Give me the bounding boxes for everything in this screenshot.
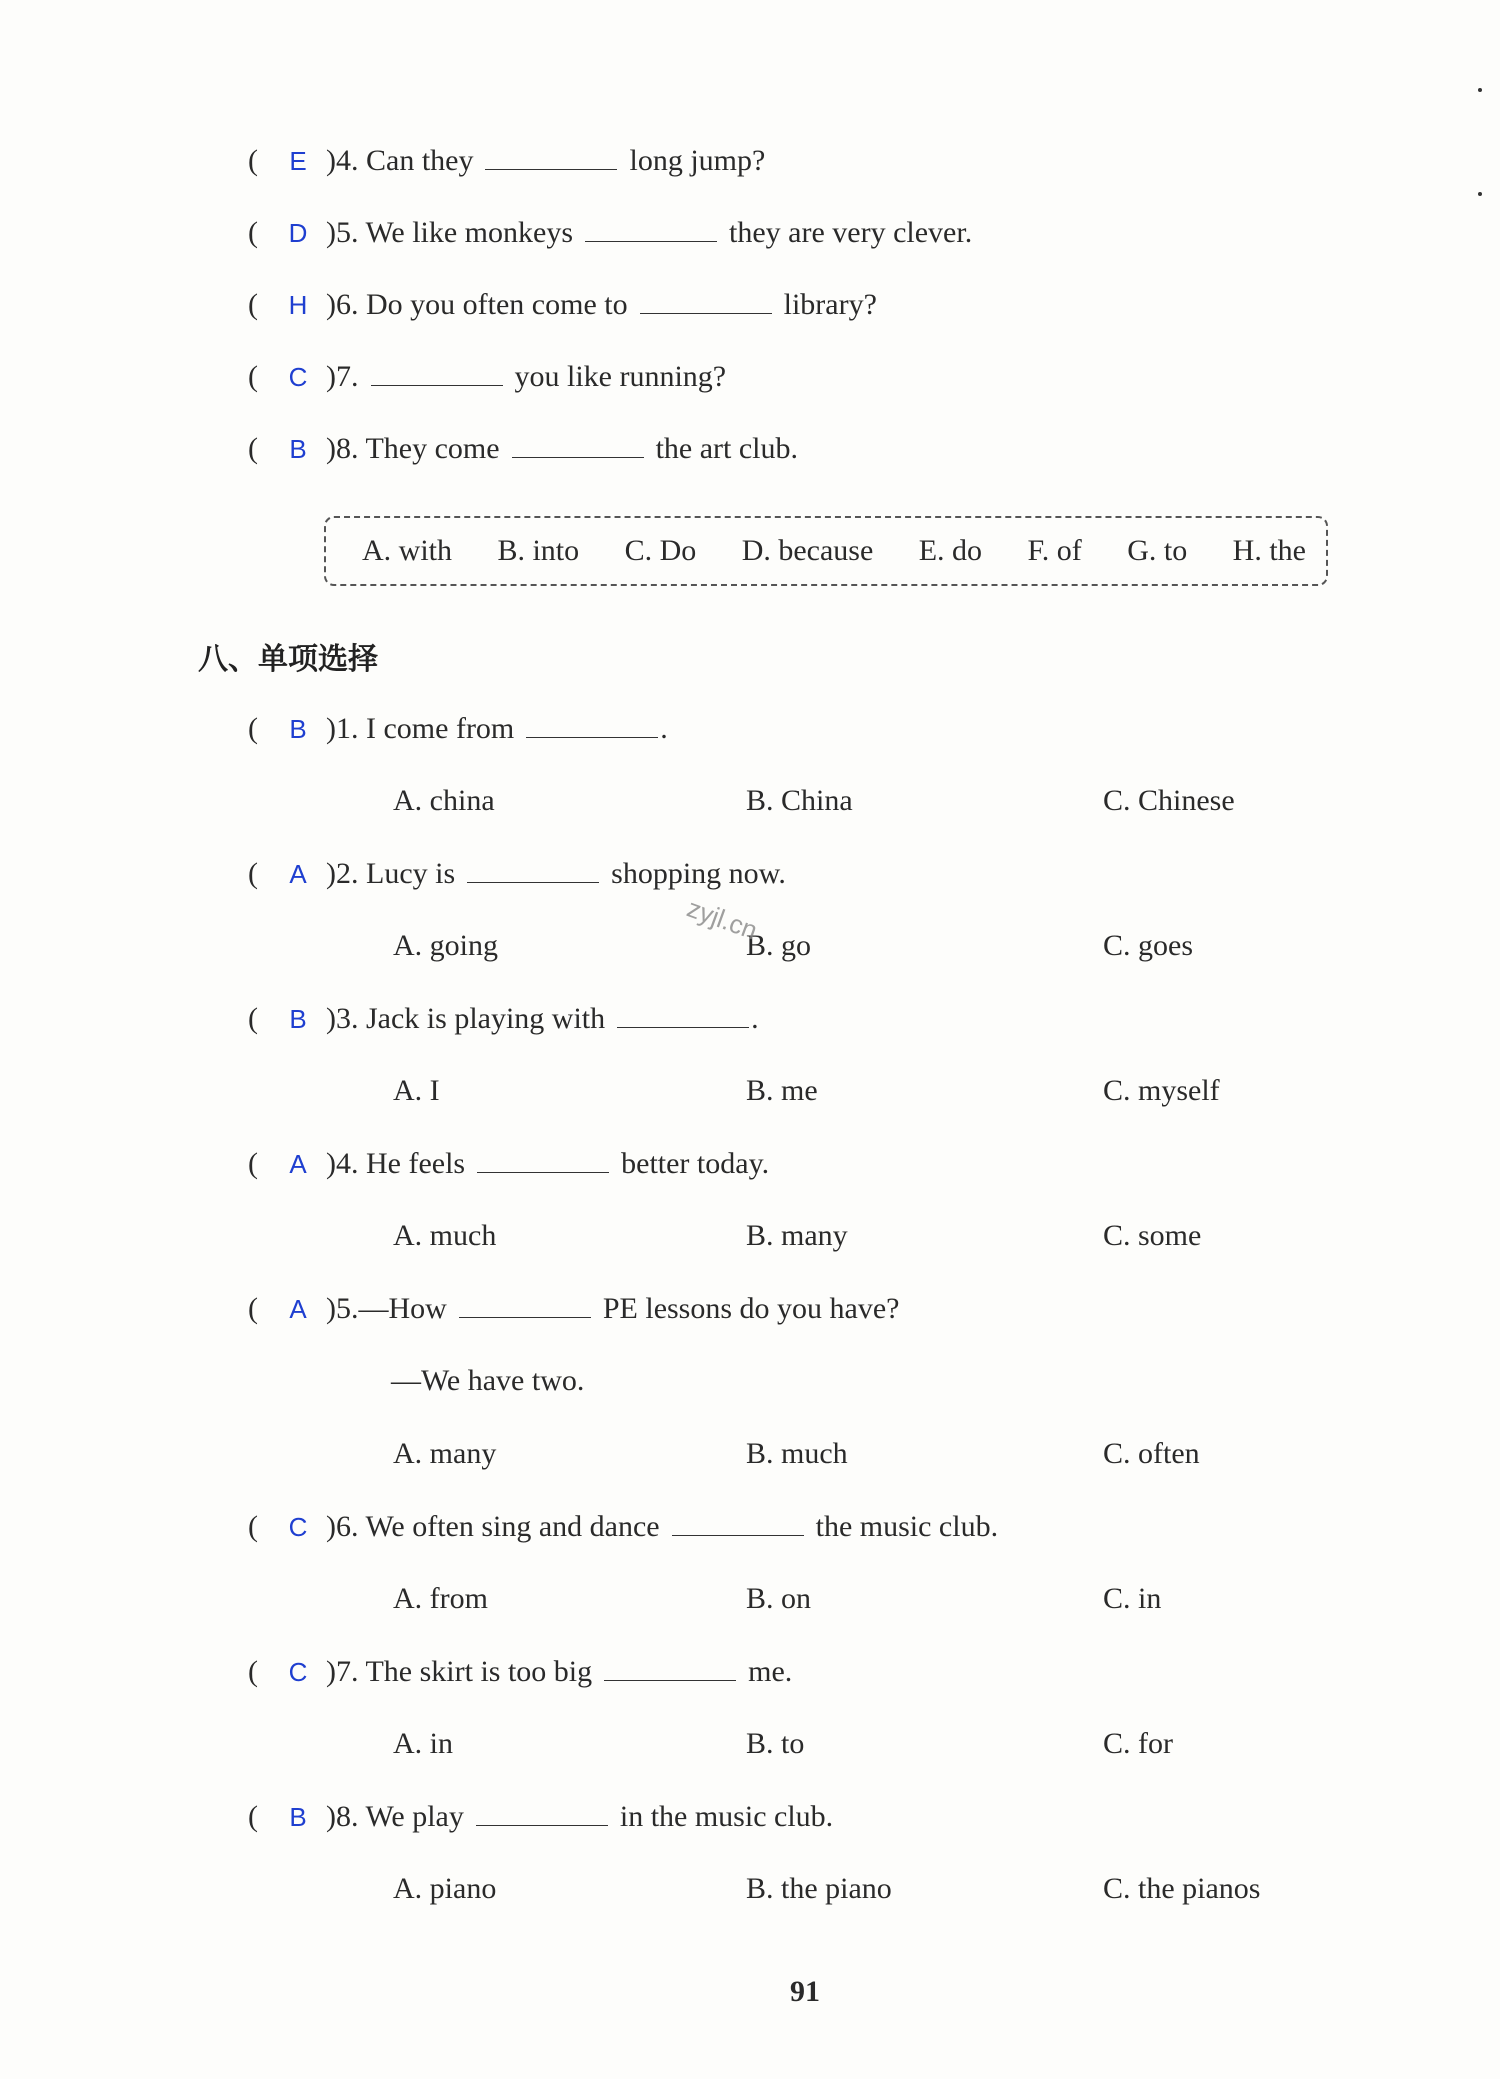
page-number: 91 [790,1975,820,2008]
question-number: 8. [336,432,359,465]
option-b: B. China [746,784,853,817]
question-text: you like running? [514,360,727,393]
question-text: they are very clever. [729,216,973,249]
section-title: 八、单项选择 [198,642,378,677]
mc-question-5: ( A )5.—How PE lessons do you have? [248,1287,899,1331]
question-number: 3. [336,1002,359,1035]
fill-in-question-7: ( C )7. you like running? [248,355,726,399]
fill-in-question-4: ( E )4. Can they long jump? [248,139,765,183]
option-c: C. myself [1103,1074,1220,1107]
question-text: me. [748,1655,793,1688]
question-text: They come [365,432,500,465]
option-a: A. many [393,1437,497,1470]
answer-letter: C [288,1512,308,1542]
word-option: F. of [1027,534,1082,567]
mc-question-7: ( C )7. The skirt is too big me. [248,1650,792,1694]
margin-dot [1478,192,1482,196]
answer-blank [604,1650,736,1681]
answer-blank [467,852,599,883]
answer-letter: B [289,1802,307,1832]
mc-question-6: ( C )6. We often sing and dance the music club. [248,1505,998,1549]
question-text: . [751,1002,759,1035]
option-c: C. some [1103,1219,1202,1252]
option-a: A. I [393,1074,440,1107]
word-option: G. to [1127,534,1188,567]
question-text: long jump? [629,144,766,177]
answer-letter: E [289,146,307,176]
answer-blank [371,355,503,386]
question-text: —How [358,1292,447,1325]
question-text: The skirt is too big [365,1655,593,1688]
option-b: B. go [746,929,812,962]
fill-in-question-5: ( D )5. We like monkeys they are very clever. [248,211,972,255]
answer-blank [617,997,749,1028]
option-a: A. china [393,784,495,817]
question-text: the music club. [815,1510,999,1543]
option-b: B. to [746,1727,805,1760]
question-text: PE lessons do you have? [602,1292,900,1325]
question-text: better today. [621,1147,770,1180]
answer-letter: H [288,290,308,320]
answer-letter: C [288,1657,308,1687]
word-bank-box [324,516,1328,586]
answer-blank [585,211,717,242]
watermark: zyjl.cn [683,892,762,946]
question-number: 5. [336,1292,359,1325]
option-b: B. the piano [746,1872,892,1905]
answer-blank [477,1142,609,1173]
option-c: C. for [1103,1727,1173,1760]
option-a: A. from [393,1582,488,1615]
answer-blank [476,1795,608,1826]
question-number: 7. [336,1655,359,1688]
question-text: We often sing and dance [365,1510,660,1543]
fill-in-question-6: ( H )6. Do you often come to library? [248,283,877,327]
question-text: shopping now. [611,857,786,890]
dialogue-reply: —We have two. [391,1364,585,1397]
option-b: B. many [746,1219,848,1252]
answer-blank [459,1287,591,1318]
answer-letter: D [288,218,308,248]
answer-letter: A [289,1294,307,1324]
mc-question-1: ( B )1. I come from . [248,707,668,751]
mc-question-4: ( A )4. He feels better today. [248,1142,769,1186]
question-text: Lucy is [366,857,456,890]
question-text: Jack is playing with [366,1002,606,1035]
question-number: 2. [336,857,359,890]
word-option: H. the [1232,534,1306,567]
option-a: A. much [393,1219,497,1252]
question-text: Do you often come to [366,288,628,321]
answer-letter: B [289,434,307,464]
option-b: B. on [746,1582,812,1615]
option-c: C. Chinese [1103,784,1235,817]
answer-letter: B [289,714,307,744]
question-text: in the music club. [619,1800,834,1833]
question-text: I come from [366,712,515,745]
question-number: 1. [336,712,359,745]
answer-blank [526,707,658,738]
question-text: We play [365,1800,464,1833]
question-number: 7. [336,360,359,393]
fill-in-question-8: ( B )8. They come the art club. [248,427,798,471]
question-text: the art club. [655,432,799,465]
question-text: library? [783,288,877,321]
question-number: 5. [336,216,359,249]
mc-question-2: ( A )2. Lucy is shopping now. [248,852,786,896]
word-option: C. Do [624,534,697,567]
question-number: 6. [336,1510,359,1543]
answer-blank [485,139,617,170]
option-c: C. in [1103,1582,1162,1615]
question-text: He feels [366,1147,466,1180]
word-option: D. because [741,534,874,567]
word-option: A. with [362,534,452,567]
option-c: C. goes [1103,929,1193,962]
mc-question-3: ( B )3. Jack is playing with . [248,997,759,1041]
question-number: 6. [336,288,359,321]
question-number: 4. [336,144,359,177]
answer-blank [672,1505,804,1536]
margin-dot [1478,88,1482,92]
option-b: B. me [746,1074,818,1107]
option-a: A. going [393,929,498,962]
answer-letter: A [289,859,307,889]
word-option: E. do [918,534,983,567]
word-option: B. into [497,534,580,567]
option-a: A. piano [393,1872,497,1905]
question-number: 4. [336,1147,359,1180]
question-text: Can they [366,144,474,177]
mc-question-8: ( B )8. We play in the music club. [248,1795,833,1839]
option-b: B. much [746,1437,848,1470]
answer-blank [512,427,644,458]
answer-letter: C [288,362,308,392]
question-text: . [660,712,668,745]
option-c: C. often [1103,1437,1200,1470]
option-c: C. the pianos [1103,1872,1261,1905]
question-number: 8. [336,1800,359,1833]
option-a: A. in [393,1727,453,1760]
answer-letter: A [289,1149,307,1179]
answer-blank [640,283,772,314]
answer-letter: B [289,1004,307,1034]
question-text: We like monkeys [365,216,574,249]
